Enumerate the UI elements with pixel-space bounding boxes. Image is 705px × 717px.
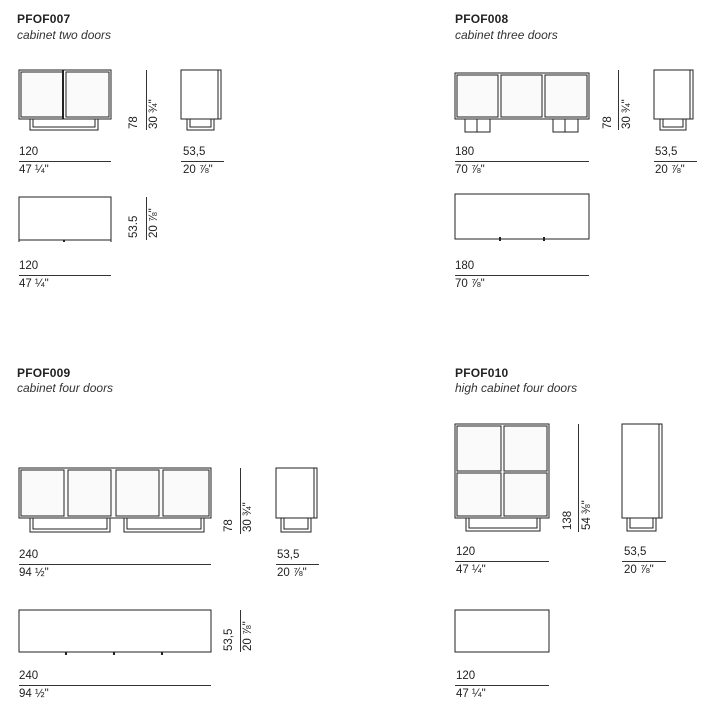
front-width-cm: 120 — [19, 146, 39, 158]
depth-cm: 53,5 — [183, 146, 206, 158]
top-width-line — [455, 685, 549, 686]
height-dimension-line — [618, 70, 619, 130]
top-width-cm: 240 — [19, 670, 39, 682]
pfof010-side-view — [622, 424, 662, 531]
height-in: 30 ¾" — [148, 99, 160, 129]
height-cm: 78 — [128, 116, 140, 129]
front-width-line — [19, 564, 211, 565]
depth-cm: 53,5 — [624, 546, 647, 558]
depth-cm: 53,5 — [655, 146, 678, 158]
front-width-in: 70 ⅞" — [455, 164, 485, 176]
pfof009-side-view — [276, 468, 317, 532]
depth-cm: 53,5 — [277, 549, 300, 561]
top-width-in: 47 ¼" — [19, 278, 49, 290]
product-code: PFOF010 — [455, 366, 509, 380]
top-depth-line — [240, 610, 241, 652]
height-in: 30 ¾" — [242, 502, 254, 532]
product-description: cabinet three doors — [455, 28, 558, 42]
top-width-in: 47 ¼" — [456, 688, 486, 700]
front-width-line — [455, 161, 589, 162]
front-width-in: 47 ¼" — [19, 164, 49, 176]
pfof008-side-view — [654, 70, 693, 130]
front-width-cm: 240 — [19, 549, 39, 561]
pfof008-top-view — [455, 194, 589, 241]
top-width-line — [19, 275, 111, 276]
pfof010-front-view — [455, 424, 549, 531]
pfof008-front-view — [455, 73, 589, 132]
pfof007-side-view — [181, 70, 221, 130]
depth-in: 20 ⅞" — [624, 564, 654, 576]
top-width-cm: 120 — [19, 260, 39, 272]
depth-line — [276, 564, 319, 565]
product-code: PFOF009 — [17, 366, 71, 380]
pfof007-top-view — [19, 197, 111, 242]
height-cm: 78 — [602, 116, 614, 129]
front-width-cm: 180 — [455, 146, 475, 158]
top-depth-in: 20 ⅞" — [148, 208, 160, 238]
product-description: cabinet four doors — [17, 381, 114, 395]
height-cm: 78 — [223, 519, 235, 532]
top-width-in: 70 ⅞" — [455, 278, 485, 290]
depth-line — [654, 161, 697, 162]
front-width-line — [455, 561, 549, 562]
product-description: cabinet two doors — [17, 28, 112, 42]
top-depth-cm: 53.5 — [128, 215, 140, 238]
front-width-in: 94 ½" — [19, 567, 49, 579]
pfof009-top-view — [19, 610, 211, 655]
depth-line — [181, 161, 224, 162]
top-depth-cm: 53,5 — [223, 628, 235, 651]
top-width-line — [19, 685, 211, 686]
product-code: PFOF007 — [17, 12, 71, 26]
front-width-line — [19, 161, 111, 162]
height-in: 30 ¾" — [621, 99, 633, 129]
depth-in: 20 ⅞" — [277, 567, 307, 579]
height-dimension-line — [146, 70, 147, 130]
pfof007-front-view — [19, 70, 111, 130]
front-width-in: 47 ¼" — [456, 564, 486, 576]
pfof010-top-view — [455, 610, 549, 652]
depth-line — [622, 561, 666, 562]
height-dimension-line — [240, 468, 241, 534]
top-width-cm: 180 — [455, 260, 475, 272]
depth-in: 20 ⅞" — [655, 164, 685, 176]
top-width-in: 94 ½" — [19, 688, 49, 700]
top-width-line — [455, 275, 589, 276]
depth-in: 20 ⅞" — [183, 164, 213, 176]
height-in: 54 ⅜" — [581, 500, 593, 530]
product-description: high cabinet four doors — [455, 381, 578, 395]
front-width-cm: 120 — [456, 546, 476, 558]
pfof009-front-view — [19, 468, 211, 532]
top-depth-in: 20 ⅞" — [242, 621, 254, 651]
top-depth-line — [146, 197, 147, 240]
top-width-cm: 120 — [456, 670, 476, 682]
height-dimension-line — [578, 424, 579, 532]
height-cm: 138 — [562, 510, 574, 530]
product-code: PFOF008 — [455, 12, 509, 26]
